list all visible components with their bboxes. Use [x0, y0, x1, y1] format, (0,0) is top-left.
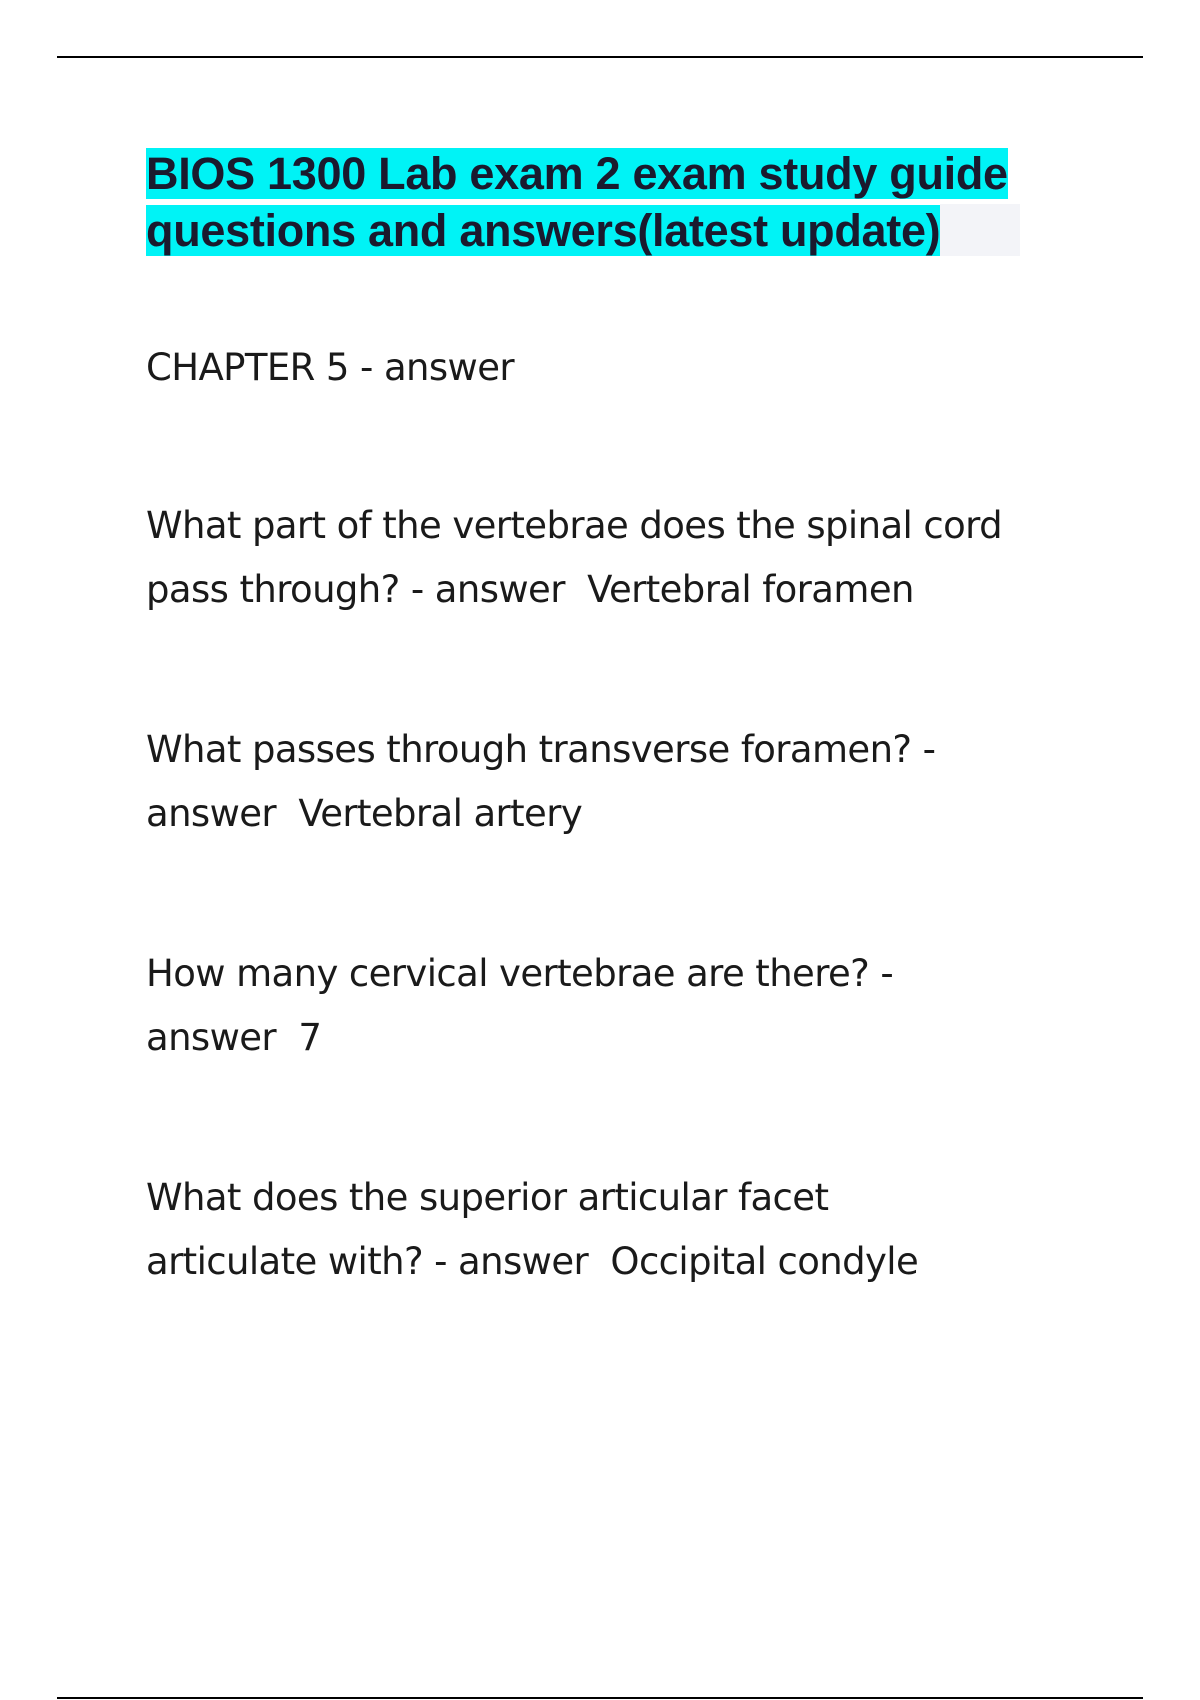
qa-item — [146, 718, 1106, 846]
title-line-2: questions and answers(latest update) — [146, 205, 941, 256]
qa-question-line: How many cervical vertebrae are there? - — [146, 952, 894, 995]
qa-answer-line: articulate with? - answer Occipital condyle — [146, 1240, 919, 1283]
qa-question-line: What does the superior articular facet — [146, 1176, 829, 1219]
qa-item — [146, 1166, 1106, 1294]
bottom-rule — [57, 1697, 1143, 1699]
top-rule — [57, 56, 1143, 58]
document-title — [146, 145, 1090, 259]
qa-answer-line: answer Vertebral artery — [146, 792, 583, 835]
title-highlight-trail — [940, 204, 1020, 256]
title-line-1: BIOS 1300 Lab exam 2 exam study guide — [146, 148, 1008, 199]
qa-item — [146, 494, 1106, 622]
chapter-heading — [146, 336, 1106, 400]
qa-question-line: What passes through transverse foramen? - — [146, 728, 936, 771]
chapter-heading-text: CHAPTER 5 - answer — [146, 346, 514, 389]
qa-item — [146, 942, 1106, 1070]
qa-answer-line: pass through? - answer Vertebral foramen — [146, 568, 914, 611]
qa-question-line: What part of the vertebrae does the spinal cord — [146, 504, 1003, 547]
qa-answer-line: answer 7 — [146, 1016, 322, 1059]
